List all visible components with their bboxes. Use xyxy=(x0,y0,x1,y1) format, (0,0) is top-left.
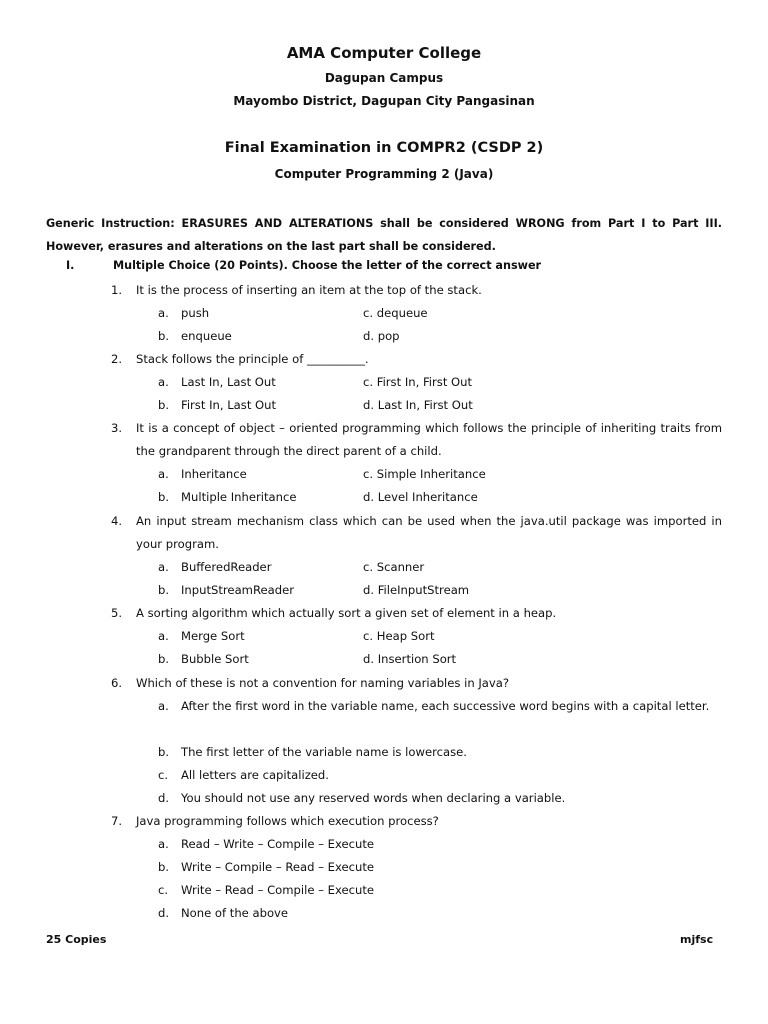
option-letter: d. xyxy=(158,906,170,920)
option-label: Last In, First Out xyxy=(377,398,473,412)
question-number: 1. xyxy=(111,283,123,297)
option-letter: b. xyxy=(158,329,170,343)
option-letter: d. xyxy=(158,791,170,805)
option-text: All letters are capitalized. xyxy=(181,768,329,782)
option-label: FileInputStream xyxy=(377,583,470,597)
option-letter: a. xyxy=(158,306,169,320)
option-text xyxy=(363,579,469,602)
option-label: Level Inheritance xyxy=(377,490,478,504)
option-text: Write – Read – Compile – Execute xyxy=(181,883,375,897)
option-letter: b. xyxy=(158,490,170,504)
option-letter: b. xyxy=(158,745,170,759)
question-number: 6. xyxy=(111,676,123,690)
option-text xyxy=(363,625,435,648)
option-text: None of the above xyxy=(181,906,289,920)
option-letter: c. xyxy=(363,560,374,574)
copies-count: 25 Copies xyxy=(46,933,107,946)
exam-title: Final Examination in COMPR2 (CSDP 2) xyxy=(224,140,544,156)
option-text: BufferedReader xyxy=(181,560,272,574)
option-text: enqueue xyxy=(181,329,232,343)
option-letter: c. xyxy=(363,467,374,481)
question-text: Stack follows the principle of __________. xyxy=(136,352,369,366)
option-label: Insertion Sort xyxy=(377,652,457,666)
option-letter: a. xyxy=(158,629,169,643)
option-text: push xyxy=(181,306,210,320)
option-letter: c. xyxy=(158,768,169,782)
option-letter: c. xyxy=(363,375,374,389)
option-letter: c. xyxy=(363,629,374,643)
question-text: Java programming follows which execution process? xyxy=(136,814,439,828)
question-number: 5. xyxy=(111,606,123,620)
question-number: 7. xyxy=(111,814,123,828)
question-text: It is a concept of object – oriented programming which follows the principle of inheriting traits from the grandparent through the direct parent of a child. xyxy=(136,421,722,458)
option-text: You should not use any reserved words when declaring a variable. xyxy=(181,791,566,805)
option-letter: d. xyxy=(363,583,375,597)
generic-instruction: Generic Instruction: ERASURES AND ALTERATIONS shall be considered WRONG from Part I to Part III. However, erasures and alterations on the last part shall be considered. xyxy=(46,217,722,253)
option-letter: b. xyxy=(158,652,170,666)
campus-name: Dagupan Campus xyxy=(324,71,444,85)
option-label: dequeue xyxy=(376,306,428,320)
option-text xyxy=(363,648,456,671)
option-text: Last In, Last Out xyxy=(181,375,276,389)
school-address: Mayombo District, Dagupan City Pangasinan xyxy=(233,94,535,108)
option-text xyxy=(363,463,486,486)
option-text: First In, Last Out xyxy=(181,398,277,412)
option-letter: d. xyxy=(363,329,375,343)
option-label: Simple Inheritance xyxy=(376,467,486,481)
option-text: Merge Sort xyxy=(181,629,245,643)
part-title: Multiple Choice (20 Points). Choose the letter of the correct answer xyxy=(113,259,542,272)
question-text: A sorting algorithm which actually sort a given set of element in a heap. xyxy=(136,606,557,620)
option-letter: a. xyxy=(158,467,169,481)
option-letter: a. xyxy=(158,699,169,713)
option-label: Heap Sort xyxy=(376,629,435,643)
option-letter: d. xyxy=(363,652,375,666)
option-letter: a. xyxy=(158,375,169,389)
subject-title: Computer Programming 2 (Java) xyxy=(274,167,494,181)
option-text: Multiple Inheritance xyxy=(181,490,297,504)
author-initials: mjfsc xyxy=(680,933,714,946)
option-letter: d. xyxy=(363,490,375,504)
option-text xyxy=(363,486,478,509)
question-text: Which of these is not a convention for naming variables in Java? xyxy=(136,676,510,690)
option-label: First In, First Out xyxy=(376,375,473,389)
option-text xyxy=(363,371,472,394)
option-text xyxy=(363,325,400,348)
option-text xyxy=(363,394,473,417)
part-number: I. xyxy=(66,259,75,272)
option-text: Bubble Sort xyxy=(181,652,249,666)
option-text xyxy=(363,302,428,325)
option-text: Inheritance xyxy=(181,467,247,481)
option-letter: c. xyxy=(158,883,169,897)
option-text xyxy=(363,556,424,579)
question-number: 2. xyxy=(111,352,123,366)
option-letter: a. xyxy=(158,837,169,851)
option-letter: b. xyxy=(158,860,170,874)
question-text: It is the process of inserting an item at the top of the stack. xyxy=(136,283,482,297)
option-text: The first letter of the variable name is lowercase. xyxy=(181,745,467,759)
question-text: An input stream mechanism class which can be used when the java.util package was imported in your program. xyxy=(136,514,722,551)
option-letter: b. xyxy=(158,398,170,412)
option-letter: b. xyxy=(158,583,170,597)
option-text: After the first word in the variable name, each successive word begins with a capital letter. xyxy=(181,699,710,713)
option-label: Scanner xyxy=(376,560,425,574)
question-number: 3. xyxy=(111,421,123,435)
option-letter: d. xyxy=(363,398,375,412)
question-number: 4. xyxy=(111,514,123,528)
option-text: Read – Write – Compile – Execute xyxy=(181,837,375,851)
option-text: Write – Compile – Read – Execute xyxy=(181,860,375,874)
option-text: InputStreamReader xyxy=(181,583,294,597)
option-label: pop xyxy=(377,329,400,343)
school-name: AMA Computer College xyxy=(286,44,482,62)
option-letter: a. xyxy=(158,560,169,574)
option-letter: c. xyxy=(363,306,374,320)
